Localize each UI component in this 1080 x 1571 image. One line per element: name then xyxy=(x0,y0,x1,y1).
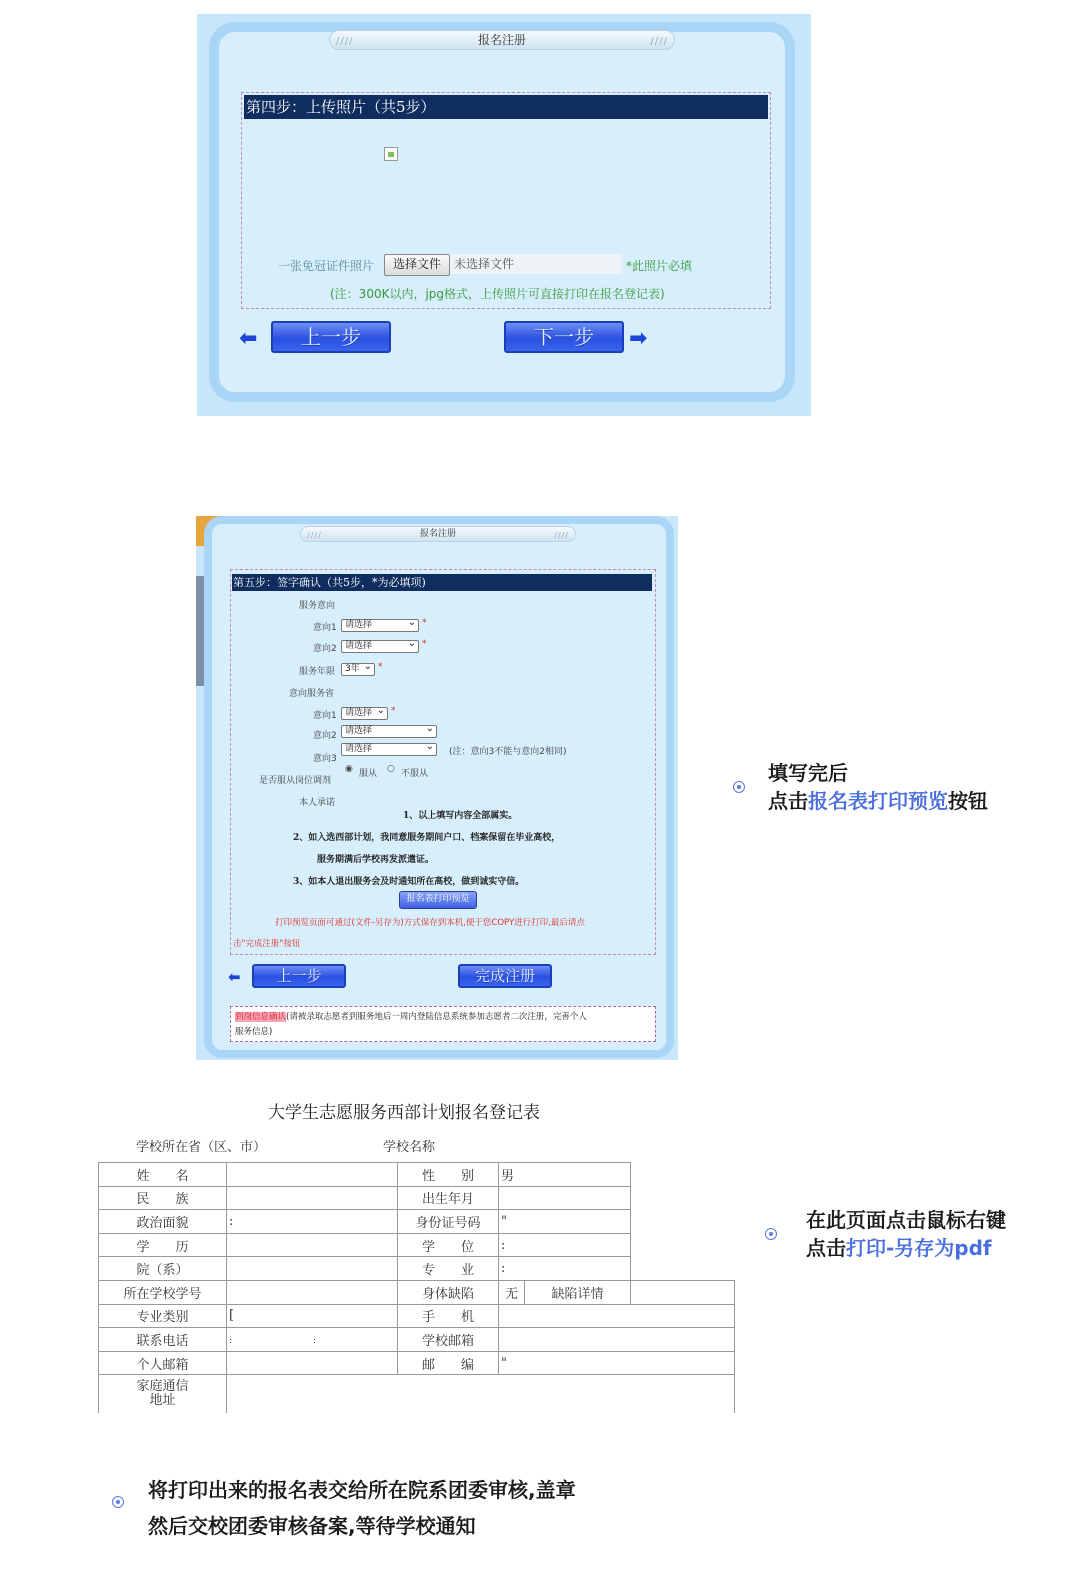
school-province-label: 学校所在省（区、市） xyxy=(136,1140,267,1155)
empty-cell xyxy=(631,1257,735,1281)
step5-content-box xyxy=(230,569,656,955)
row-label: 身体缺陷 xyxy=(398,1280,499,1304)
step5-prev-button[interactable]: 上一步 xyxy=(252,964,346,988)
row-value: " xyxy=(499,1351,735,1375)
intent3-note: (注：意向3不能与意向2相同) xyxy=(449,747,567,757)
province-intent1-select[interactable]: 请选择 ⌄ xyxy=(341,707,388,720)
home-address-label-line2: 地址 xyxy=(149,1393,176,1409)
row-value: " xyxy=(499,1210,631,1234)
instruction-step3-line2: 然后交校团委审核备案,等待学校通知 xyxy=(148,1514,476,1538)
row-label: 邮 编 xyxy=(398,1351,499,1375)
photo-format-note: (注：300K以内，jpg格式，上传照片可直接打印在报名登记表) xyxy=(330,287,665,301)
step4-screenshot xyxy=(197,14,811,416)
row-value: : xyxy=(227,1210,398,1234)
step4-tab-title: 报名注册 xyxy=(477,33,526,47)
promise-2b: 服务期满后学校再发派遣证。 xyxy=(317,855,435,865)
empty-cell xyxy=(631,1233,735,1257)
table-row xyxy=(99,1257,735,1281)
intent2-select[interactable]: 请选择 ⌄ xyxy=(341,640,419,653)
row-label: 专业类别 xyxy=(99,1304,227,1328)
instruction-text: 按钮 xyxy=(948,789,988,813)
row-label: 出生年月 xyxy=(398,1186,499,1210)
tab-deco-right-icon: //// xyxy=(554,531,569,540)
bullet-icon xyxy=(112,1496,124,1508)
row-value: 男 xyxy=(499,1163,631,1187)
row-value: : xyxy=(499,1233,631,1257)
table-row xyxy=(99,1280,735,1304)
row-value xyxy=(227,1280,398,1304)
row-label: 姓 名 xyxy=(99,1163,227,1187)
instruction-step1 xyxy=(768,759,988,815)
home-address-label-line1: 家庭通信 xyxy=(136,1379,189,1395)
tab-deco-right-icon: //// xyxy=(650,36,668,47)
instruction-step3 xyxy=(148,1472,576,1544)
empty-cell xyxy=(631,1186,735,1210)
promise-1: 1、以上填写内容全部属实。 xyxy=(403,811,518,821)
row-label: 学 历 xyxy=(99,1233,227,1257)
bullet-icon xyxy=(733,781,745,793)
registration-table xyxy=(98,1162,735,1413)
row-value: : xyxy=(499,1257,631,1281)
instruction-step2-line2 xyxy=(806,1234,1006,1262)
table-row xyxy=(99,1304,735,1328)
photo-preview-broken-image-icon xyxy=(384,147,398,161)
row-value xyxy=(227,1163,398,1187)
home-address-label xyxy=(99,1375,227,1414)
arrival-info-text1: (请被录取志愿者到服务地后一周内登陆信息系统参加志愿者二次注册，完善个人 xyxy=(286,1012,587,1022)
row-value: : : xyxy=(227,1328,398,1352)
photo-required-note: *此照片必填 xyxy=(626,259,693,273)
step4-content-box xyxy=(241,92,771,309)
service-years-label: 服务年限 xyxy=(299,667,336,677)
instruction-step2 xyxy=(806,1206,1006,1262)
row-label: 民 族 xyxy=(99,1186,227,1210)
instruction-text: 点击 xyxy=(806,1236,846,1260)
step5-title-bar: 第五步：签字确认（共5步，*为必填项) xyxy=(232,574,652,591)
row-label: 专 业 xyxy=(398,1257,499,1281)
obey-option: 服从 xyxy=(359,769,378,779)
prev-step-button[interactable]: 上一步 xyxy=(271,321,391,353)
row-value: [ xyxy=(227,1304,398,1328)
row-label: 手 机 xyxy=(398,1304,499,1328)
form-title: 大学生志愿服务西部计划报名登记表 xyxy=(268,1103,540,1123)
row-value: 无 xyxy=(499,1280,525,1304)
choose-file-button[interactable]: 选择文件 xyxy=(384,254,450,276)
instruction-step1-line2 xyxy=(768,787,988,815)
obey-adjust-label: 是否服从岗位调剂 xyxy=(259,776,332,786)
tab-deco-left-icon: //// xyxy=(336,36,354,47)
intent1-required: * xyxy=(422,618,427,628)
table-row xyxy=(99,1163,735,1187)
row-value xyxy=(227,1257,398,1281)
instruction-text: 点击 xyxy=(768,789,808,813)
province-intent-label: 意向服务省 xyxy=(289,689,335,699)
instruction-step2-line1: 在此页面点击鼠标右键 xyxy=(806,1208,1006,1232)
row-label: 学校邮箱 xyxy=(398,1328,499,1352)
intent2-label: 意向2 xyxy=(313,644,337,654)
promise-3: 3、如本人退出服务会及时通知所在高校，做到诚实守信。 xyxy=(293,877,525,887)
step5-tab-title: 报名注册 xyxy=(419,529,456,539)
table-row xyxy=(99,1233,735,1257)
service-years-select[interactable]: 3年 ⌄ xyxy=(341,663,375,676)
row-label: 院（系） xyxy=(99,1257,227,1281)
next-step-button[interactable]: 下一步 xyxy=(504,321,624,353)
province-intent1-label: 意向1 xyxy=(313,711,337,721)
arrival-info-box xyxy=(230,1006,656,1042)
empty-cell xyxy=(631,1163,735,1187)
instruction-step3-line1: 将打印出来的报名表交给所在院系团委审核,盖章 xyxy=(148,1478,576,1502)
row-value xyxy=(227,1351,398,1375)
intent1-label: 意向1 xyxy=(313,623,337,633)
empty-cell xyxy=(631,1210,735,1234)
step5-screenshot xyxy=(196,516,678,1060)
province-intent2-select[interactable]: 请选择 ⌄ xyxy=(341,725,437,738)
photo-label: 一张免冠证件照片 xyxy=(278,259,375,273)
bullet-icon xyxy=(765,1228,777,1240)
row-value xyxy=(227,1233,398,1257)
print-note-line1: 打印预览页面可通过(文件-另存为)方式保存到本机,便于您COPY进行打印,最后请点 xyxy=(275,918,585,928)
row-label: 性 别 xyxy=(398,1163,499,1187)
row-value xyxy=(499,1186,631,1210)
intent1-select[interactable]: 请选择 ⌄ xyxy=(341,619,419,632)
row-label: 学 位 xyxy=(398,1233,499,1257)
row-label: 身份证号码 xyxy=(398,1210,499,1234)
row-label: 政治面貌 xyxy=(99,1210,227,1234)
prev-arrow-icon: ⬅ xyxy=(228,968,241,986)
service-years-required: * xyxy=(378,662,383,672)
tab-deco-left-icon: //// xyxy=(307,531,322,540)
not-obey-radio-icon[interactable]: ○ xyxy=(387,764,395,774)
step5-tab-bar xyxy=(300,526,576,542)
step5-frame xyxy=(204,516,674,1058)
row-label: 缺陷详情 xyxy=(525,1280,631,1304)
row-value xyxy=(499,1328,735,1352)
table-row xyxy=(99,1375,735,1414)
province-intent3-label: 意向3 xyxy=(313,754,337,764)
table-row xyxy=(99,1210,735,1234)
home-address-value xyxy=(227,1375,735,1414)
arrival-info-text2: 服务信息) xyxy=(235,1027,273,1037)
prev-arrow-icon: ⬅ xyxy=(239,326,258,351)
row-label: 联系电话 xyxy=(99,1328,227,1352)
province-intent3-select[interactable]: 请选择 ⌄ xyxy=(341,743,437,756)
province-intent2-label: 意向2 xyxy=(313,731,337,741)
instruction-highlight: 报名表打印预览 xyxy=(808,789,948,813)
row-value xyxy=(227,1186,398,1210)
province-intent1-required: * xyxy=(391,706,396,716)
table-row xyxy=(99,1186,735,1210)
next-arrow-icon: ➡ xyxy=(629,326,648,351)
service-intent-label: 服务意向 xyxy=(299,601,336,611)
row-label: 个人邮箱 xyxy=(99,1351,227,1375)
arrival-info-title: 到岗信息确认 xyxy=(235,1012,287,1022)
intent2-required: * xyxy=(422,639,427,649)
step4-frame xyxy=(209,22,795,402)
row-value xyxy=(499,1304,735,1328)
finish-register-button[interactable]: 完成注册 xyxy=(458,964,552,988)
not-obey-option: 不服从 xyxy=(401,769,429,779)
promise-2a: 2、如入选西部计划，我同意服务期间户口、档案保留在毕业高校， xyxy=(293,833,561,843)
table-row xyxy=(99,1328,735,1352)
row-value xyxy=(631,1280,735,1304)
school-name-label: 学校名称 xyxy=(383,1140,436,1155)
instruction-step1-line1: 填写完后 xyxy=(768,761,848,785)
print-note-line2: 击"完成注册"按钮 xyxy=(233,939,301,949)
table-row xyxy=(99,1351,735,1375)
row-label: 所在学校学号 xyxy=(99,1280,227,1304)
file-name-display: 未选择文件 xyxy=(450,254,622,274)
obey-radio-icon[interactable]: ◉ xyxy=(345,764,353,774)
instruction-highlight: 打印-另存为pdf xyxy=(846,1236,992,1260)
commitment-label: 本人承诺 xyxy=(299,798,336,808)
print-preview-button[interactable]: 报名表打印预览 xyxy=(399,891,477,909)
step4-title-bar: 第四步：上传照片（共5步） xyxy=(244,95,768,119)
step4-tab-bar xyxy=(329,30,675,50)
